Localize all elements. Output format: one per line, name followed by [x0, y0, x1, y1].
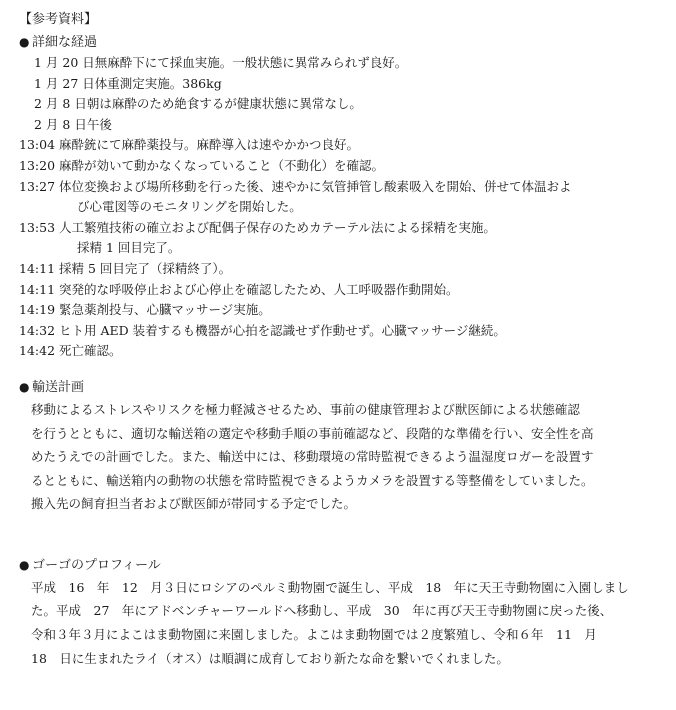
timeline-entry: 14:11 突発的な呼吸停止および心停止を確認したため、人工呼吸器作動開始。: [19, 281, 459, 297]
section-heading-transport: [19, 376, 656, 398]
timeline-entry: 14:19 緊急薬剤投与、心臓マッサージ実施。: [19, 302, 271, 318]
timeline-entry: 13:27 体位変換および場所移動を行った後、速やかに気管挿管し酸素吸入を開始、併せて体温およ び心電図等のモニタリングを開始した。: [19, 177, 656, 218]
timeline-entry: 14:42 死亡確認。: [19, 343, 122, 359]
timeline-entry-subline: 採精 1 回目完了。: [77, 240, 181, 256]
timeline-entry: 2 月 8 日午後: [34, 116, 112, 132]
timeline-entry: 13:53 人工繁殖技術の確立および配偶子保存のためカテーテル法による採精を実施。 採精 1 回目完了。: [19, 218, 656, 259]
timeline-entry: 14:11 採精 5 回目完了（採精終了）。: [19, 260, 232, 276]
transport-paragraph: 移動によるストレスやリスクを極力軽減させるため、事前の健康管理および獣医師による状態確認 を行うとともに、適切な輸送箱の選定や移動手順の事前確認など、段階的な準備を行い、安全性を高 めたうえでの計画でした。また、輸送中には、移動環境の常時監視できるよう温湿度ロガーを設置す るとともに、輸送箱内の動物の状態を常時監視できるようカメラを設置する等整備をしていました。 搬入先の飼育担当者および獣医師が帯同する予定でした。: [31, 401, 594, 512]
timeline-entry: 1 月 20 日無麻酔下にて採血実施。一般状態に異常みられず良好。: [34, 55, 408, 70]
timeline-entry: 13:04 麻酔銃にて麻酔薬投与。麻酔導入は速やかかつ良好。: [19, 137, 359, 153]
timeline-entry: 1 月 27 日体重測定実施。386kg: [34, 75, 222, 91]
timeline-entry: 13:20 麻酔が効いて動かなくなっていること（不動化）を確認。: [19, 157, 384, 173]
timeline-entry-continuation: び心電図等のモニタリングを開始した。: [77, 199, 302, 215]
document-title: 【参考資料】: [19, 12, 98, 27]
bullet-icon: ●: [19, 35, 30, 49]
section-heading-details-label: 詳細な経過: [32, 35, 98, 50]
bullet-icon: ●: [19, 379, 30, 394]
section-heading-profile-label: ゴーゴのプロフィール: [32, 557, 161, 573]
section-heading-transport-label: 輸送計画: [32, 379, 85, 395]
timeline-list: [19, 53, 656, 362]
timeline-entry: 14:32 ヒト用 AED 装着するも機器が心拍を認識せず作動せず。心臓マッサージ継続。: [19, 322, 506, 338]
timeline-entry: 2 月 8 日朝は麻酔のため絶食するが健康状態に異常なし。: [34, 96, 362, 112]
bullet-icon: ●: [19, 557, 30, 572]
section-heading-details: [19, 31, 656, 53]
section-heading-profile: [19, 554, 656, 576]
profile-paragraph: 平成 16 年 12 月３日にロシアのペルミ動物園で誕生し、平成 18 年に天王寺動物園に入園しまし た。平成 27 年にアドベンチャーワールドへ移動し、平成 30 年に再び天王寺動物園に戻った後、 令和３年３月によこはま動物園に来園しました。よこはま動物園では２度繁殖し、令和６年 11 月 18 日に生まれたライ（オス）は順調に成育しており新たな命を繋いでくれました。: [31, 579, 629, 666]
